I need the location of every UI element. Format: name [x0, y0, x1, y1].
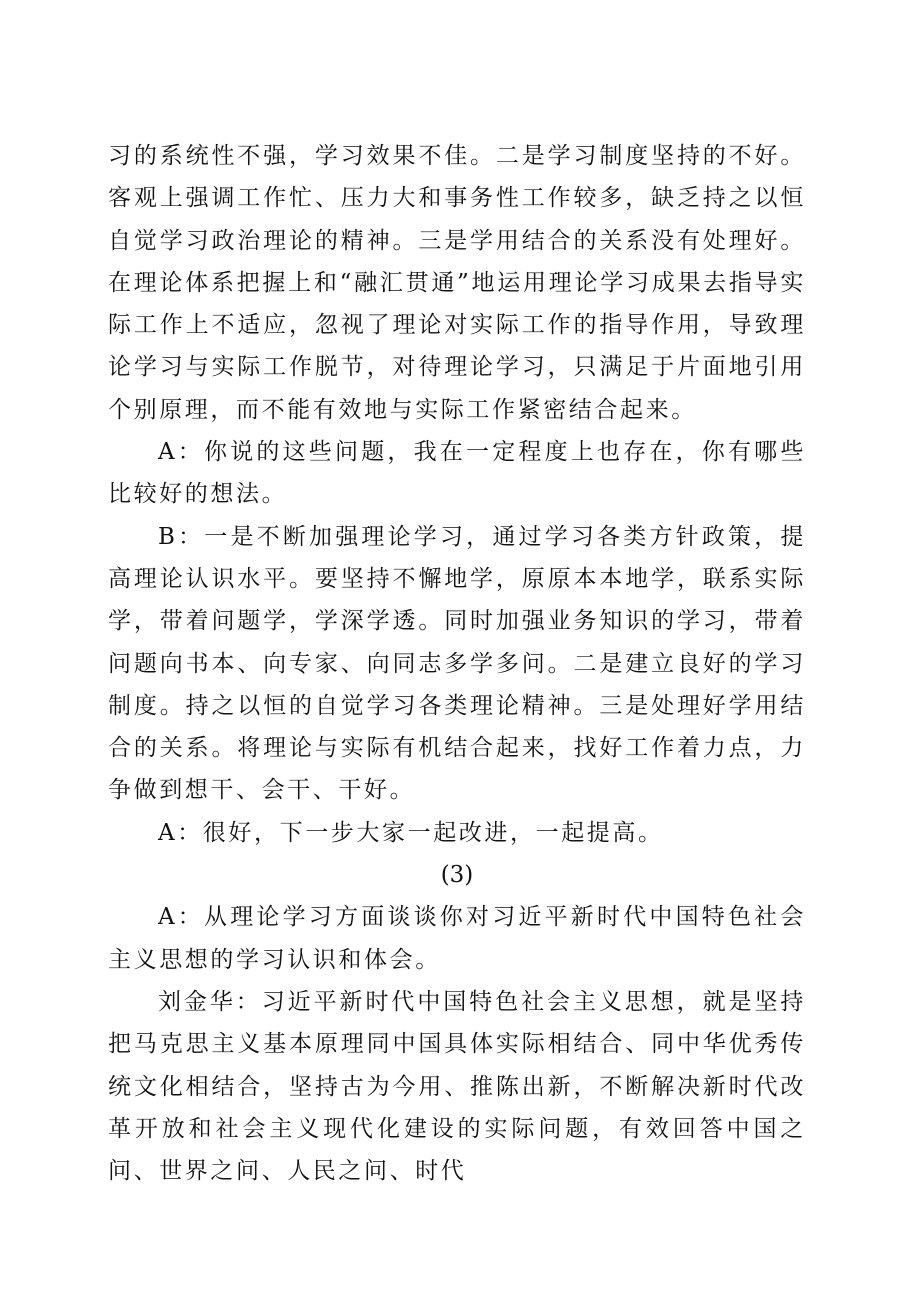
document-body: [108, 135, 806, 1192]
paragraph-b-suggestions: B：一是不断加强理论学习，通过学习各类方针政策，提高理论认识水平。要坚持不懈地学，原原本本地学，联系实际学，带着问题学，学深学透。同时加强业务知识的学习，带着问题向书本、向专家、向同志多学多问。二是建立良好的学习制度。持之以恒的自觉学习各类理论精神。三是处理好学用结合的关系。将理论与实际有机结合起来，找好工作着力点，力争做到想干、会干、干好。: [108, 523, 806, 804]
paragraph-a-question: A：从理论学习方面谈谈你对习近平新时代中国特色社会主义思想的学习认识和体会。: [108, 904, 806, 973]
paragraph-continued: 习的系统性不强，学习效果不佳。二是学习制度坚持的不好。客观上强调工作忙、压力大和事务性工作较多，缺乏持之以恒自觉学习政治理论的精神。三是学用结合的关系没有处理好。在理论体系把握上和“融汇贯通”地运用理论学习成果去指导实际工作上不适应，忽视了理论对实际工作的指导作用，导致理论学习与实际工作脱节，对待理论学习，只满足于片面地引用个别原理，而不能有效地与实际工作紧密结合起来。: [108, 143, 806, 423]
paragraph-a-closing: A：很好，下一步大家一起改进，一起提高。: [158, 819, 664, 846]
paragraph-liu-jinhua-answer: 刘金华：习近平新时代中国特色社会主义思想，就是坚持把马克思主义基本原理同中国具体实际相结合、同中华优秀传统文化相结合，坚持古为今用、推陈出新，不断解决新时代改革开放和社会主义现代化建设的实际问题，有效回答中国之问、世界之问、人民之问、时代: [108, 988, 806, 1185]
paragraph-a-response: A：你说的这些问题，我在一定程度上也存在，你有哪些比较好的想法。: [108, 439, 806, 508]
section-marker: (3): [440, 862, 474, 889]
